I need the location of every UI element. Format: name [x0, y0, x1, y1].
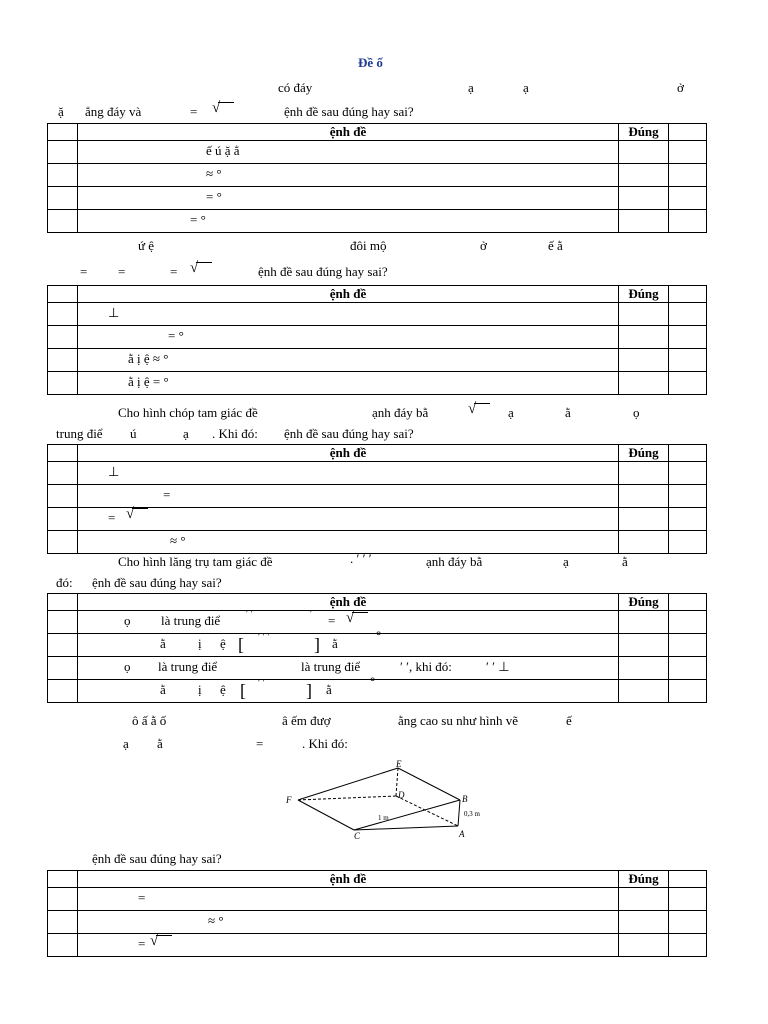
edge-ca: [354, 826, 458, 830]
answer-cell[interactable]: [669, 485, 707, 508]
row-text: ′ ′ ′: [258, 631, 270, 643]
answer-cell[interactable]: [619, 531, 669, 554]
answer-cell[interactable]: [619, 326, 669, 349]
row-text: =: [163, 487, 171, 503]
q1-text: ệnh đề sau đúng hay sai?: [284, 104, 414, 119]
left-bracket-icon: [: [238, 634, 244, 655]
q3-text: ạ: [508, 405, 514, 420]
edge-fe: [298, 768, 398, 800]
right-bracket-icon: ]: [306, 680, 312, 701]
q2-text: ở: [480, 238, 487, 253]
answer-cell[interactable]: [619, 508, 669, 531]
row-text: ằ ị ệ = °: [128, 374, 169, 390]
row-text: =: [328, 613, 336, 629]
row-text: ≈ °: [170, 533, 186, 549]
table-row: [48, 372, 707, 395]
sqrt-icon: √: [346, 610, 368, 627]
q4-text: Cho hình lăng trụ tam giác đề: [118, 554, 273, 569]
table-header-row: [48, 445, 707, 462]
table-header-row: [48, 871, 707, 888]
answer-cell[interactable]: [619, 911, 669, 934]
row-text: ≈ °: [206, 166, 222, 182]
answer-cell[interactable]: [669, 372, 707, 395]
geometry-figure: [284, 758, 494, 840]
answer-cell[interactable]: [619, 349, 669, 372]
table-row: [48, 634, 707, 657]
q4-text: ạnh đáy bằ: [426, 554, 483, 569]
row-text: ị: [198, 636, 202, 652]
right-bracket-icon: ]: [314, 634, 320, 655]
answer-cell[interactable]: [619, 210, 669, 233]
answer-cell[interactable]: [619, 934, 669, 957]
row-text: ằ ị ệ ≈ °: [128, 351, 169, 367]
table-row: [48, 508, 707, 531]
row-text: ′ ′, khi đó:: [400, 659, 452, 675]
row-text: ọ: [124, 659, 131, 675]
edge-cb: [354, 800, 460, 830]
header-statement: ệnh đề: [78, 871, 619, 888]
q5-text: =: [256, 736, 264, 751]
q4-table: [47, 593, 707, 703]
q1-text: ở: [677, 80, 684, 95]
row-text: ằ: [160, 636, 166, 652]
table-header-row: [48, 286, 707, 303]
q3-text: ú: [130, 426, 137, 441]
table-row: [48, 888, 707, 911]
table-row: [48, 164, 707, 187]
answer-cell[interactable]: [669, 611, 707, 634]
q2-text: =: [170, 264, 178, 279]
row-text: = °: [206, 189, 222, 205]
sqrt-icon: √: [126, 506, 148, 523]
sqrt-icon: √: [150, 933, 172, 950]
label-f: F: [286, 795, 292, 805]
q5-text: ế: [566, 713, 572, 728]
label-b: B: [462, 794, 468, 804]
row-text: =: [138, 936, 146, 952]
row-text: ′ ′: [258, 677, 265, 689]
q4-text: . ′ ′ ′: [350, 551, 372, 566]
answer-cell[interactable]: [619, 657, 669, 680]
q1-table: [47, 123, 707, 233]
answer-cell[interactable]: [669, 680, 707, 703]
row-text: là trung điể: [158, 659, 218, 675]
table-header-row: [48, 594, 707, 611]
answer-cell[interactable]: [669, 634, 707, 657]
table-row: [48, 326, 707, 349]
table-row: [48, 303, 707, 326]
answer-cell[interactable]: [619, 680, 669, 703]
row-text: ≈ °: [208, 913, 224, 929]
row-text: ′ ′: [246, 608, 253, 620]
row-text: ế ú ặ ẳ: [206, 143, 240, 159]
q3-text: ạ: [183, 426, 189, 441]
q1-text: ạ: [468, 80, 474, 95]
q3-text: ằ: [565, 405, 571, 420]
row-text: ệ: [220, 636, 226, 652]
answer-cell[interactable]: [619, 634, 669, 657]
answer-cell[interactable]: [669, 508, 707, 531]
row-text: là trung điể: [161, 613, 221, 629]
answer-cell[interactable]: [619, 303, 669, 326]
sqrt-icon: √: [190, 260, 212, 277]
row-text: ệ: [220, 682, 226, 698]
row-text: là trung điể: [301, 659, 361, 675]
q4-text: đó:: [56, 575, 73, 590]
label-a: A: [459, 829, 465, 839]
q3-text: ọ: [633, 405, 640, 420]
answer-cell[interactable]: [669, 934, 707, 957]
sqrt-icon: √: [212, 100, 234, 117]
header-true: Đúng: [619, 594, 669, 611]
table-row: [48, 934, 707, 957]
sqrt-icon: √: [468, 401, 490, 418]
label-e: E: [396, 759, 402, 769]
header-statement: ệnh đề: [78, 594, 619, 611]
answer-cell[interactable]: [669, 187, 707, 210]
q4-text: ệnh đề sau đúng hay sai?: [92, 575, 222, 590]
q5-text: ằ: [157, 736, 163, 751]
edge-eb: [398, 768, 460, 800]
answer-cell[interactable]: [669, 349, 707, 372]
q5-text: ằng cao su như hình vẽ: [398, 713, 519, 728]
row-text: ′: [310, 608, 313, 620]
q1-text: =: [190, 104, 198, 119]
table-row: [48, 462, 707, 485]
answer-cell[interactable]: [619, 462, 669, 485]
q1-text: có đáy: [278, 80, 313, 95]
row-text: °: [370, 673, 376, 689]
answer-cell[interactable]: [669, 657, 707, 680]
q4-text: ằ: [622, 554, 628, 569]
q3-text: . Khi đó:: [212, 426, 258, 441]
table-row: [48, 141, 707, 164]
header-statement: ệnh đề: [78, 445, 619, 462]
q2-text: ứ ệ: [138, 238, 155, 253]
q1-text: ặ: [58, 104, 64, 119]
q2-text: =: [118, 264, 126, 279]
edge-fd: [298, 796, 396, 800]
q3-text: ạnh đáy bằ: [372, 405, 429, 420]
row-text: ị: [198, 682, 202, 698]
edge-fc: [298, 800, 354, 830]
row-text: ằ: [160, 682, 166, 698]
answer-cell[interactable]: [669, 303, 707, 326]
answer-cell[interactable]: [619, 187, 669, 210]
table-row: [48, 657, 707, 680]
edge-ba: [458, 800, 460, 826]
label-d: D: [398, 790, 405, 800]
answer-cell[interactable]: [669, 210, 707, 233]
answer-cell[interactable]: [669, 164, 707, 187]
answer-cell[interactable]: [619, 888, 669, 911]
label-c: C: [354, 831, 361, 840]
q4-text: ạ: [563, 554, 569, 569]
header-true: Đúng: [619, 124, 669, 141]
row-text: ⊥: [108, 305, 120, 321]
row-text: = °: [190, 212, 206, 228]
answer-cell[interactable]: [619, 372, 669, 395]
answer-cell[interactable]: [669, 888, 707, 911]
q1-text: ạ: [523, 80, 529, 95]
row-text: =: [138, 890, 146, 906]
q5-text: . Khi đó:: [302, 736, 348, 751]
table-header-row: [48, 124, 707, 141]
answer-cell[interactable]: [669, 531, 707, 554]
q5-text: ạ: [123, 736, 129, 751]
header-true: Đúng: [619, 871, 669, 888]
table-row: [48, 680, 707, 703]
label-03m: 0,3 m: [464, 810, 480, 818]
q5-text: ệnh đề sau đúng hay sai?: [92, 851, 222, 866]
q2-text: ế ằ: [548, 238, 563, 253]
q5-table: [47, 870, 707, 957]
table-row: [48, 911, 707, 934]
answer-cell[interactable]: [669, 141, 707, 164]
edge-da: [396, 796, 458, 826]
row-text: ⊥: [108, 464, 120, 480]
table-row: [48, 187, 707, 210]
q3-table: [47, 444, 707, 554]
answer-cell[interactable]: [669, 326, 707, 349]
row-text: ằ: [332, 636, 338, 652]
header-statement: ệnh đề: [78, 286, 619, 303]
left-bracket-icon: [: [240, 680, 246, 701]
q3-text: ệnh đề sau đúng hay sai?: [284, 426, 414, 441]
row-text: = °: [168, 328, 184, 344]
row-text: °: [376, 627, 382, 643]
q1-text: ẳng đáy và: [85, 104, 142, 119]
row-text: ′ ′ ⊥: [486, 659, 510, 675]
row-text: =: [108, 510, 116, 526]
q3-text: trung điể: [56, 426, 103, 441]
answer-cell[interactable]: [669, 911, 707, 934]
header-statement: ệnh đề: [78, 124, 619, 141]
q5-text: ô ấ ằ ố: [132, 713, 167, 728]
q2-text: ệnh đề sau đúng hay sai?: [258, 264, 388, 279]
row-text: ằ: [326, 682, 332, 698]
table-row: [48, 349, 707, 372]
header-true: Đúng: [619, 445, 669, 462]
answer-cell[interactable]: [669, 462, 707, 485]
label-1m: 1 m: [378, 814, 389, 822]
q2-text: =: [80, 264, 88, 279]
q2-text: đôi mộ: [350, 238, 387, 253]
table-row: [48, 531, 707, 554]
row-text: ọ: [124, 613, 131, 629]
answer-cell[interactable]: [619, 164, 669, 187]
answer-cell[interactable]: [619, 141, 669, 164]
q5-text: â ếm đượ: [282, 713, 331, 728]
q3-text: Cho hình chóp tam giác đề: [118, 405, 258, 420]
answer-cell[interactable]: [619, 485, 669, 508]
answer-cell[interactable]: [619, 611, 669, 634]
header-true: Đúng: [619, 286, 669, 303]
table-row: [48, 210, 707, 233]
q2-table: [47, 285, 707, 395]
page-title: Đề ố: [358, 55, 383, 70]
table-row: [48, 485, 707, 508]
